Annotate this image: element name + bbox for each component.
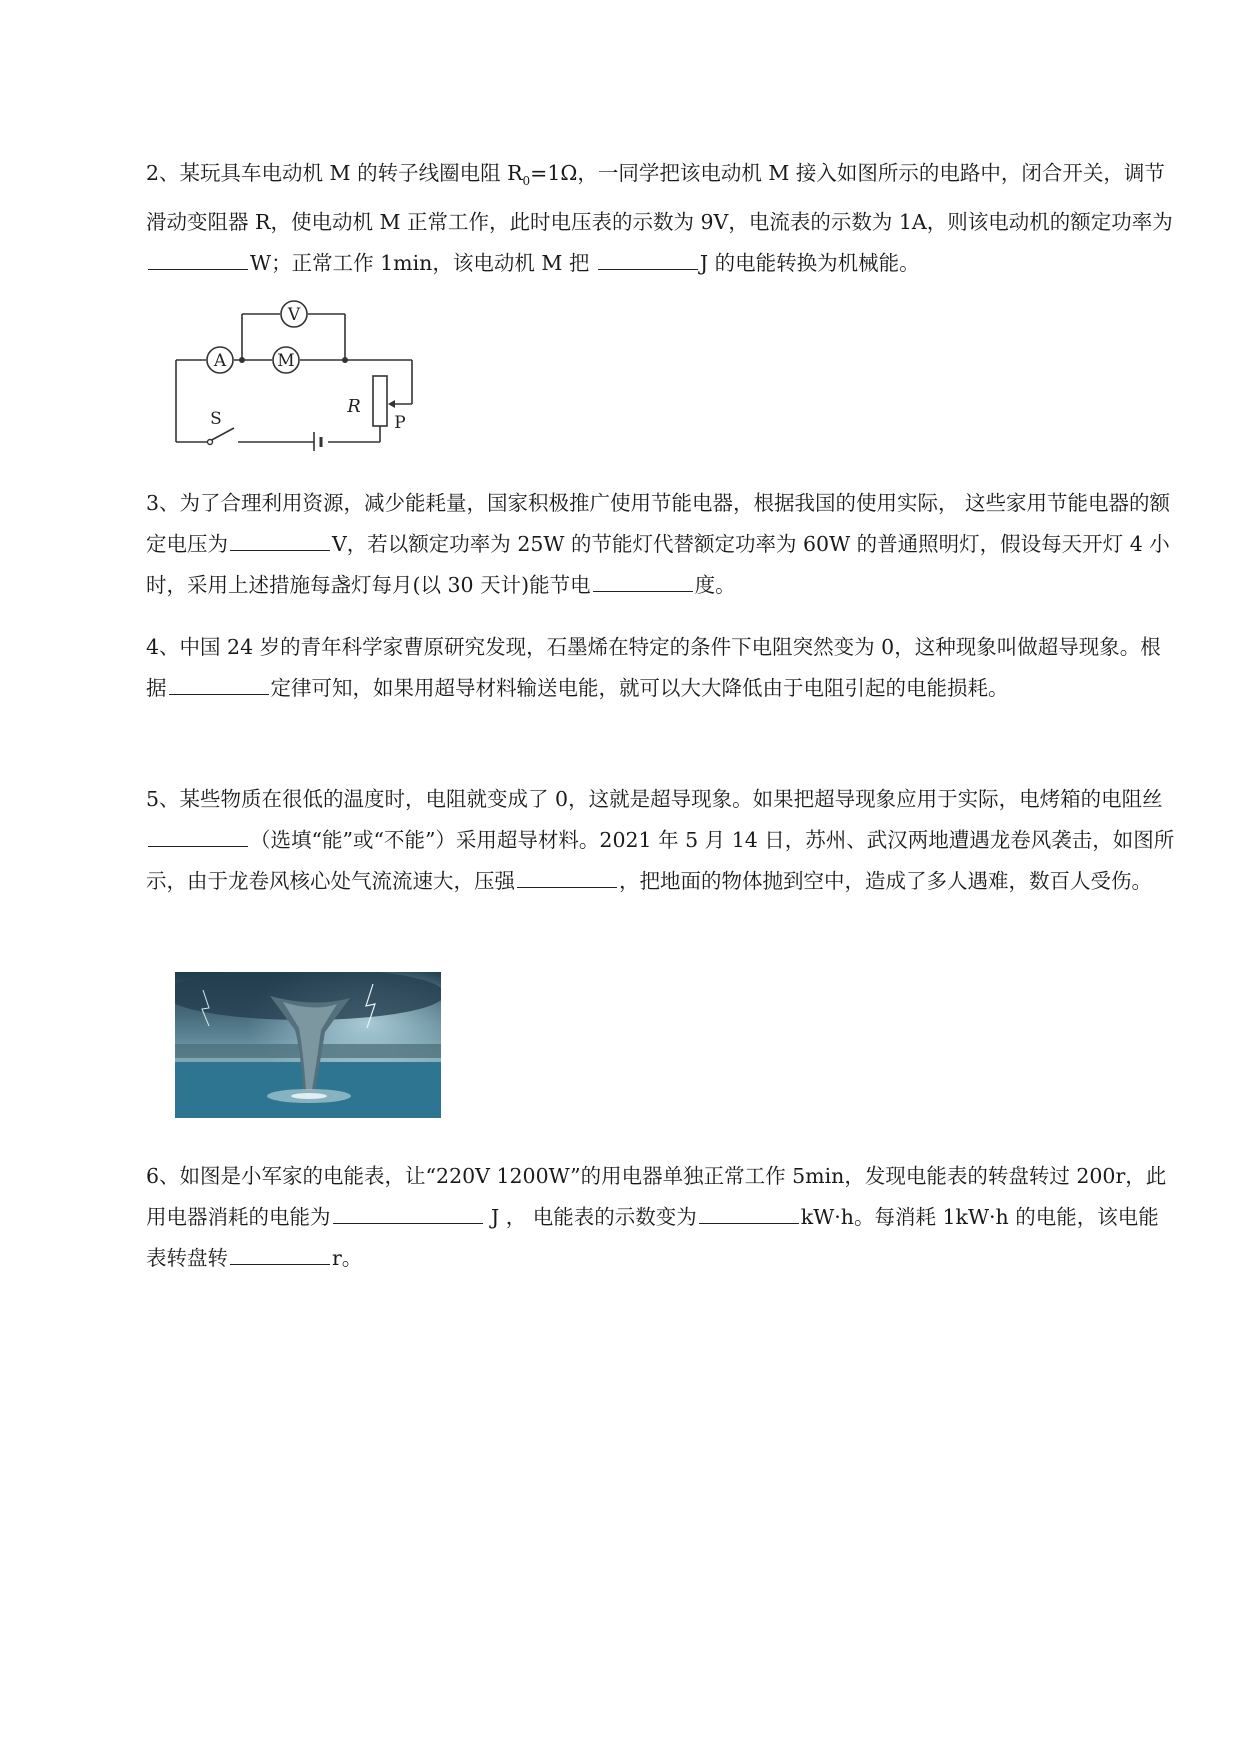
q3-text-pre: 3、为了合理利用资源，减少能耗量，国家积极推广使用节能电器，根据我国的使用实际， 这些家用节能电器的额定电压为 [146, 491, 1171, 556]
q4-blank-law[interactable] [169, 672, 269, 695]
q6-text-mid1: J ， 电能表的示数变为 [484, 1205, 697, 1229]
q3-text-mid: V，若以额定功率为 25W 的节能灯代替额定功率为 60W 的普通照明灯，假设每天开灯 4 小时，采用上述措施每盏灯每月(以 30 天计)能节电 [146, 532, 1170, 597]
slider-label: P [394, 413, 406, 433]
q2-text-end: J 的电能转换为机械能。 [699, 251, 920, 276]
q2-text-pre: 2、某玩具车电动机 M 的转子线圈电阻 R [146, 161, 523, 185]
motor-label: M [277, 351, 295, 371]
q6-text-end: r。 [332, 1246, 363, 1270]
q6-blank-revolutions[interactable] [230, 1242, 330, 1265]
q5-blank-can-use[interactable] [148, 824, 248, 847]
ammeter-label: A [213, 351, 227, 371]
q2-text-mid1: =1Ω，一同学把该电动机 M 接入如图所示的电路中，闭合开关，调节滑动变阻器 R，使电动机 M 正常工作，此时电压表的示数为 9V，电流表的示数为 1A，则该电动机的额定功率为 [146, 161, 1173, 235]
q6-text-mid2: kW·h。每消耗 1kW·h 的电能，该电能表转盘转 [146, 1205, 1159, 1270]
question-2 [146, 153, 1176, 284]
q6-blank-energy[interactable] [333, 1201, 483, 1224]
question-4 [146, 627, 1176, 709]
q5-blank-pressure[interactable] [517, 865, 617, 888]
q4-text-pre: 4、中国 24 岁的青年科学家曹原研究发现，石墨烯在特定的条件下电阻突然变为 0，这种现象叫做超导现象。根据 [146, 635, 1161, 700]
q4-text-end: 定律可知，如果用超导材料输送电能，就可以大大降低由于电阻引起的电能损耗。 [270, 676, 1009, 700]
q3-text-end: 度。 [694, 573, 736, 597]
q6-blank-meter-reading[interactable] [699, 1201, 799, 1224]
q6-text-pre: 6、如图是小军家的电能表，让“220V 1200W”的用电器单独正常工作 5min，发现电能表的转盘转过 200r，此用电器消耗的电能为 [146, 1164, 1167, 1229]
resistor-label: R [347, 396, 361, 417]
voltmeter-label: V [287, 305, 301, 325]
question-6 [146, 1156, 1176, 1279]
q3-blank-energy-saved[interactable] [593, 569, 693, 592]
q2-text-mid2: W；正常工作 1min，该电动机 M 把 [250, 251, 596, 276]
q3-blank-voltage[interactable] [230, 528, 330, 551]
q5-text-end: ，把地面的物体抛到空中，造成了多人遇难，数百人受伤。 [619, 869, 1152, 893]
tornado-image [175, 972, 441, 1118]
question-5 [146, 779, 1176, 902]
switch-label: S [210, 409, 222, 429]
q5-text-mid: （选填“能”或“不能”）采用超导材料。2021 年 5 月 14 日，苏州、武汉两地遭遇龙卷风袭击，如图所示，由于龙卷风核心处气流流速大，压强 [146, 828, 1175, 893]
question-3 [146, 483, 1176, 606]
circuit-diagram [168, 296, 428, 451]
q2-subscript: 0 [522, 174, 531, 189]
q2-blank-energy[interactable] [598, 247, 698, 270]
q5-text-pre: 5、某些物质在很低的温度时，电阻就变成了 0，这就是超导现象。如果把超导现象应用于实际，电烤箱的电阻丝 [146, 787, 1163, 811]
q2-blank-power[interactable] [148, 247, 248, 270]
